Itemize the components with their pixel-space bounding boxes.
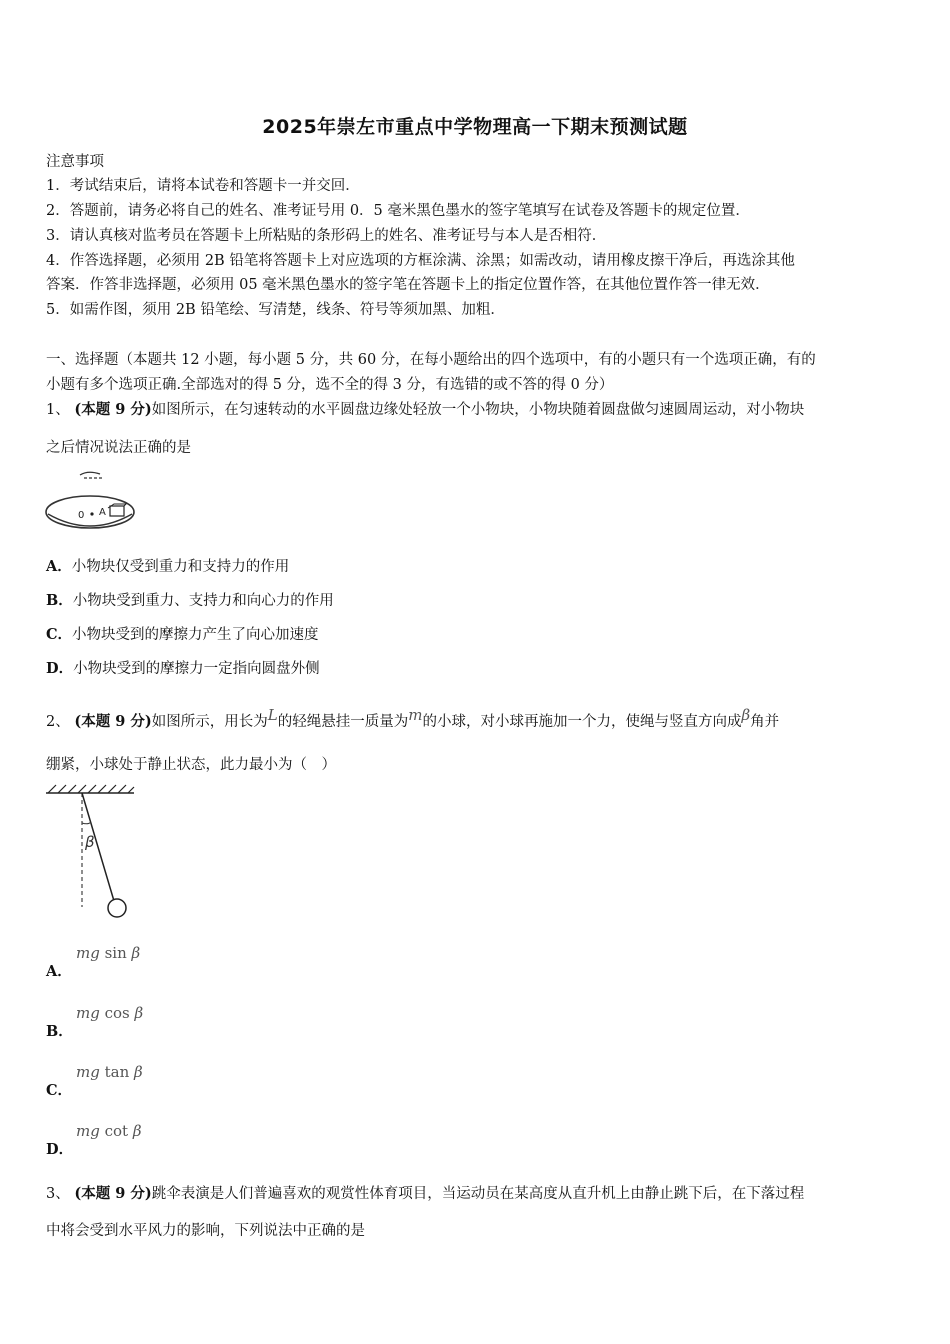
option-label: B． — [46, 1023, 73, 1040]
notice-item: 3．请认真核对监考员在答题卡上所粘贴的条形码上的姓名、准考证号与本人是否相符． — [46, 228, 607, 244]
option-a[interactable] — [46, 555, 289, 576]
question-number: 2、 — [46, 713, 70, 730]
notice-heading: 注意事项 — [46, 154, 104, 170]
block-label-a: A — [99, 507, 106, 518]
notice-item: 1．考试结束后，请将本试卷和答题卡一并交回． — [46, 178, 360, 194]
question-2-stem — [46, 704, 779, 733]
option-d[interactable] — [46, 657, 320, 678]
question-number: 3、 — [46, 1186, 70, 1202]
option-c[interactable] — [46, 623, 319, 644]
center-label-o: 0 — [78, 510, 85, 521]
option-text: 小物块受到的摩擦力产生了向心加速度 — [72, 627, 319, 643]
section-heading-cont: 小题有多个选项正确.全部选对的得 5 分，选不全的得 3 分，有选错的或不答的得 0 分） — [46, 377, 614, 393]
pendulum-figure — [44, 783, 140, 921]
question-score: (本题 9 分) — [74, 401, 152, 418]
ball — [108, 899, 126, 917]
question-text: 如图所示，在匀速转动的水平圆盘边缘处轻放一个小物块，小物块随着圆盘做匀速圆周运动，对小物块 — [151, 402, 805, 418]
option-label: C． — [46, 626, 73, 643]
option-label: B． — [46, 592, 73, 609]
question-text: 的轻绳悬挂一质量为 — [277, 713, 409, 730]
notice-item: 2．答题前，请务必将自己的姓名、准考证号用 0．5 毫米黑色墨水的签字笔填写在试卷及答题卡的规定位置． — [46, 203, 750, 219]
symbol-mass: m — [408, 706, 423, 724]
notice-item: 4．作答选择题，必须用 2B 铅笔将答题卡上对应选项的方框涂满、涂黑；如需改动，请用橡皮擦干净后，再选涂其他 — [46, 253, 795, 269]
question-text: 跳伞表演是人们普遍喜欢的观赏性体育项目，当运动员在某高度从直升机上由静止跳下后，在下落过程 — [151, 1186, 805, 1202]
option-formula: mg cot β — [76, 1122, 142, 1140]
option-text: 小物块受到的摩擦力一定指向圆盘外侧 — [73, 661, 320, 677]
question-3-stem — [46, 1183, 804, 1205]
small-block — [110, 506, 124, 516]
option-formula: mg tan β — [76, 1063, 143, 1081]
section-heading: 一、选择题（本题共 12 小题，每小题 5 分，共 60 分，在每小题给出的四个选项中，有的小题只有一个选项正确，有的 — [46, 352, 816, 368]
question-number: 1、 — [46, 402, 70, 418]
angle-label: β — [85, 833, 95, 851]
symbol-length: L — [267, 706, 278, 724]
question-1-stem-cont: 之后情况说法正确的是 — [46, 440, 191, 456]
question-3-stem-cont: 中将会受到水平风力的影响，下列说法中正确的是 — [46, 1223, 365, 1239]
symbol-angle: β — [741, 706, 751, 724]
option-label: A． — [46, 558, 72, 575]
option-label: D． — [46, 660, 74, 677]
rotating-disk-figure — [44, 468, 140, 534]
option-text: 小物块仅受到重力和支持力的作用 — [71, 559, 290, 575]
option-label: D． — [46, 1141, 74, 1158]
question-score: (本题 9 分) — [74, 1185, 152, 1202]
notice-item: 5．如需作图，须用 2B 铅笔绘、写清楚，线条、符号等须加黑、加粗． — [46, 302, 505, 318]
question-score: (本题 9 分) — [74, 712, 152, 730]
option-formula: mg cos β — [76, 1004, 144, 1022]
option-formula: mg sin β — [76, 944, 141, 962]
question-text: 角并 — [750, 713, 780, 730]
page-title: 2025年崇左市重点中学物理高一下期末预测试题 — [262, 116, 688, 138]
question-text: 如图所示，用长为 — [151, 713, 268, 730]
option-label: C． — [46, 1082, 73, 1099]
question-text: 的小球，对小球再施加一个力，使绳与竖直方向成 — [422, 713, 742, 730]
option-label: A． — [46, 963, 72, 980]
option-b[interactable] — [46, 589, 334, 610]
option-text: 小物块受到重力、支持力和向心力的作用 — [72, 593, 334, 609]
question-2-stem-cont: 绷紧，小球处于静止状态，此力最小为（ ） — [46, 757, 336, 773]
notice-item: 答案．作答非选择题，必须用 05 毫米黑色墨水的签字笔在答题卡上的指定位置作答，在其他位置作答一律无效． — [46, 277, 770, 293]
question-1-stem — [46, 399, 804, 421]
